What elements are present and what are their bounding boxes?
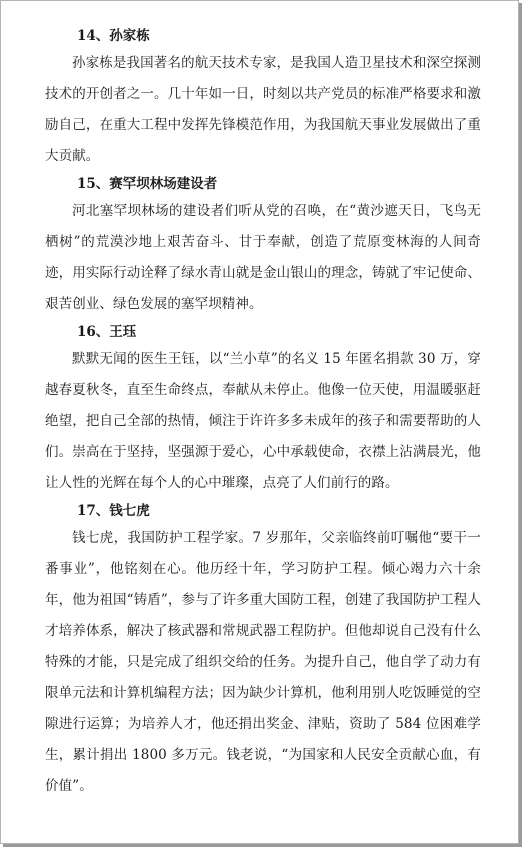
section-heading: 14、孙家栋 [77,28,150,44]
section-heading: 15、赛罕坝林场建设者 [77,176,218,192]
document-content [45,24,481,802]
section-wang-yu [45,320,481,499]
section-qian-qihu [45,499,481,802]
section-heading: 17、钱七虎 [77,503,150,519]
section-heading: 16、王珏 [77,324,137,340]
section-paragraph: 默默无闻的医生王钰，以“兰小草”的名义 15 年匿名捐款 30 万，穿越春夏秋冬，直至生命终点，奉献从未停止。他像一位天使，用温暖驱赶绝望，把自己全部的热情，倾注于许许多多未成年的孩子和需要帮助的人们。崇高在于坚持，坚强源于爱心，心中承载使命，衣襟上沾满晨光，他让人性的光辉在每个人的心中璀璨，点亮了人们前行的路。 [45,351,481,491]
section-sun-jiadong [45,24,481,172]
section-paragraph: 钱七虎，我国防护工程学家。7 岁那年，父亲临终前叮嘱他“要干一番事业”，他铭刻在心。他历经十年，学习防护工程。倾心竭力六十余年，他为祖国“铸盾”，参与了许多重大国防工程，创建了我国防护工程人才培养体系，解决了核武器和常规武器工程防护。但他却说自己没有什么特殊的才能，只是完成了组织交给的任务。为提升自己，他自学了动力有限单元法和计算机编程方法；因为缺少计算机，他利用别人吃饭睡觉的空隙进行运算；为培养人才，他还捐出奖金、津贴，资助了 584 位困难学生，累计捐出 1800 多万元。钱老说，“为国家和人民安全贡献心血，有价值”。 [45,530,481,794]
section-paragraph: 河北塞罕坝林场的建设者们听从党的召唤，在“黄沙遮天日，飞鸟无栖树”的荒漠沙地上艰苦奋斗、甘于奉献，创造了荒原变林海的人间奇迹，用实际行动诠释了绿水青山就是金山银山的理念，铸就了牢记使命、艰苦创业、绿色发展的塞罕坝精神。 [45,203,481,312]
section-saihanba [45,172,481,320]
section-paragraph: 孙家栋是我国著名的航天技术专家，是我国人造卫星技术和深空探测技术的开创者之一。几十年如一日，时刻以共产党员的标准严格要求和激励自己，在重大工程中发挥先锋模范作用，为我国航天事业发展做出了重大贡献。 [45,55,481,164]
